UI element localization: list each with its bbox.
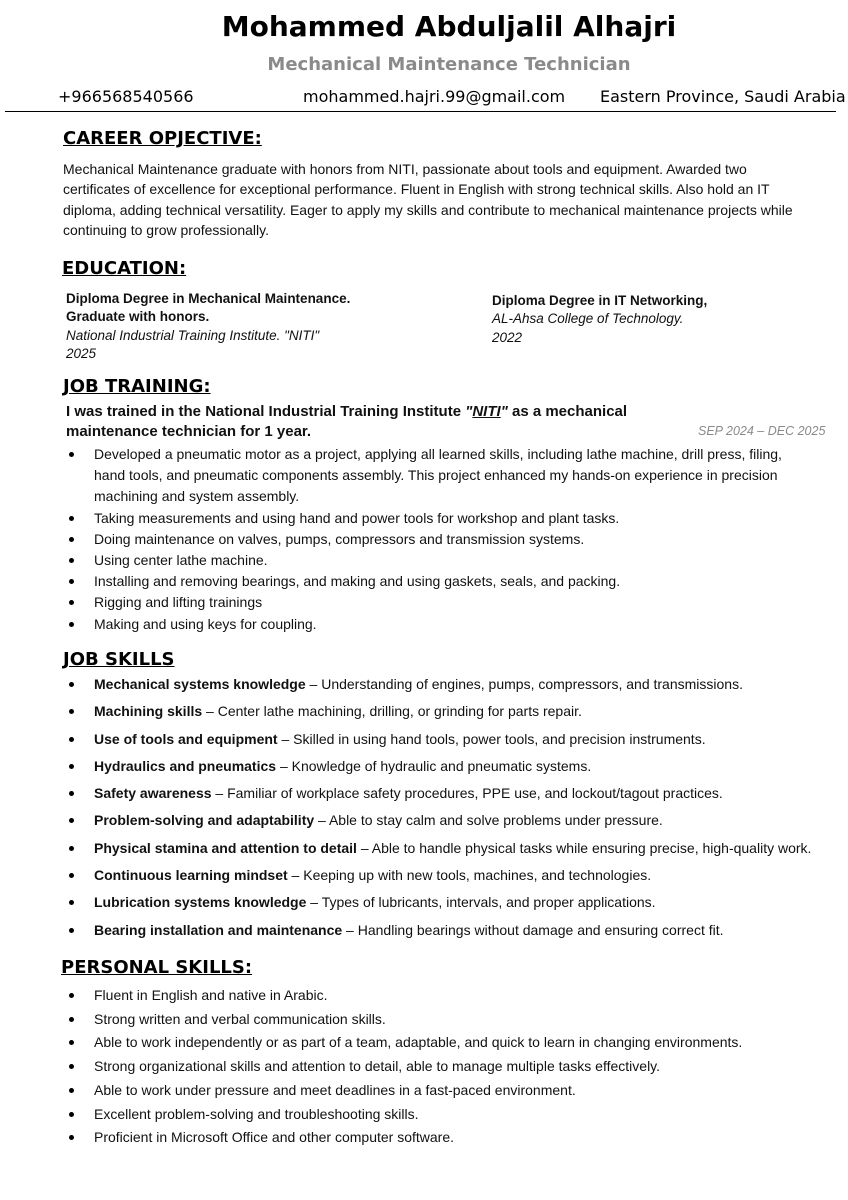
skill-description: – Keeping up with new tools, machines, and technologies. bbox=[287, 867, 652, 884]
header-divider bbox=[5, 111, 836, 112]
list-item: Able to work under pressure and meet deadlines in a fast-paced environment. bbox=[66, 1079, 826, 1103]
skill-name: Bearing installation and maintenance bbox=[94, 921, 343, 938]
skill-description: – Types of lubricants, intervals, and proper applications. bbox=[306, 894, 656, 911]
skill-description: – Center lathe machining, drilling, or grinding for parts repair. bbox=[202, 703, 582, 720]
training-title-text: I was trained in the National Industrial Training Institute bbox=[66, 403, 466, 420]
skills-list bbox=[66, 674, 826, 947]
email-address: mohammed.hajri.99@gmail.com bbox=[303, 87, 566, 106]
list-item: Using center lathe machine. bbox=[66, 550, 796, 571]
list-item bbox=[66, 701, 826, 728]
skills-heading: JOB SKILLS bbox=[63, 649, 175, 670]
personal-skills-list bbox=[66, 984, 826, 1150]
education-heading: EDUCATION: bbox=[62, 258, 187, 279]
skill-name: Safety awareness bbox=[94, 785, 212, 802]
list-item bbox=[66, 892, 826, 919]
education-honors: Graduate with honors. bbox=[66, 309, 210, 325]
training-list bbox=[66, 444, 796, 635]
list-item bbox=[66, 756, 826, 783]
training-title-quote: " bbox=[500, 403, 508, 420]
skill-name: Physical stamina and attention to detail bbox=[94, 839, 357, 856]
job-title: Mechanical Maintenance Technician bbox=[267, 54, 631, 75]
list-item: Excellent problem-solving and troubleshooting skills. bbox=[66, 1103, 826, 1127]
education-school: National Industrial Training Institute. "NITI" bbox=[66, 327, 320, 343]
list-item bbox=[66, 783, 826, 810]
objective-heading: CAREER OPJECTIVE: bbox=[63, 128, 262, 149]
list-item: Doing maintenance on valves, pumps, compressors and transmission systems. bbox=[66, 529, 796, 550]
skill-name: Machining skills bbox=[94, 703, 203, 720]
list-item: Strong written and verbal communication skills. bbox=[66, 1008, 826, 1032]
list-item: Able to work independently or as part of a team, adaptable, and quick to learn in changing environments. bbox=[66, 1031, 826, 1055]
education-year: 2022 bbox=[492, 329, 523, 345]
education-item-mechanical bbox=[66, 290, 466, 363]
objective-text: Mechanical Maintenance graduate with honors from NITI, passionate about tools and equipment. Awarded two certificates of excellence for exceptional performance. Fluent in English with strong technical skills. Also hold an IT diploma, adding technical versatility. Eager to apply my skills and contribute to mechanical maintenance projects while continuing to grow professionally. bbox=[63, 161, 793, 238]
phone-number: +966568540566 bbox=[58, 87, 194, 106]
education-degree: Diploma Degree in IT Networking, bbox=[492, 293, 708, 308]
training-title-text: as a mechanical maintenance technician for 1 year. bbox=[66, 403, 628, 440]
skill-description: – Able to stay calm and solve problems under pressure. bbox=[314, 812, 663, 829]
education-school: AL-Ahsa College of Technology. bbox=[492, 311, 684, 327]
location: Eastern Province, Saudi Arabia bbox=[600, 87, 846, 106]
list-item: Strong organizational skills and attention to detail, able to manage multiple tasks effectively. bbox=[66, 1055, 826, 1079]
list-item: Developed a pneumatic motor as a project, applying all learned skills, including lathe machine, drill press, filing, hand tools, and pneumatic components assembly. This project enhanced my hands-on experience in precision machining and system assembly. bbox=[66, 444, 796, 508]
education-item-it bbox=[492, 292, 822, 347]
skill-name: Use of tools and equipment bbox=[94, 730, 278, 747]
skill-name: Lubrication systems knowledge bbox=[94, 894, 307, 911]
list-item: Taking measurements and using hand and power tools for workshop and plant tasks. bbox=[66, 508, 796, 529]
list-item bbox=[66, 838, 826, 865]
skill-name: Mechanical systems knowledge bbox=[94, 676, 306, 692]
training-title bbox=[66, 402, 666, 442]
list-item bbox=[66, 920, 826, 947]
training-dates: SEP 2024 – DEC 2025 bbox=[698, 424, 826, 438]
personal-heading: PERSONAL SKILLS: bbox=[61, 957, 253, 978]
skill-description: – Understanding of engines, pumps, compressors, and transmissions. bbox=[305, 676, 743, 692]
candidate-name: Mohammed Abduljalil Alhajri bbox=[221, 10, 677, 43]
list-item: Rigging and lifting trainings bbox=[66, 592, 796, 613]
list-item bbox=[66, 810, 826, 837]
skill-description: – Knowledge of hydraulic and pneumatic systems. bbox=[276, 757, 592, 774]
list-item bbox=[66, 865, 826, 892]
list-item: Proficient in Microsoft Office and other computer software. bbox=[66, 1126, 826, 1150]
skill-name: Hydraulics and pneumatics bbox=[94, 757, 277, 774]
education-year: 2025 bbox=[66, 345, 97, 361]
education-degree: Diploma Degree in Mechanical Maintenance. bbox=[66, 291, 351, 306]
skill-description: – Familiar of workplace safety procedures, PPE use, and lockout/tagout practices. bbox=[211, 785, 723, 802]
skill-name: Problem-solving and adaptability bbox=[94, 812, 315, 829]
list-item bbox=[66, 674, 826, 701]
skill-description: – Skilled in using hand tools, power tools, and precision instruments. bbox=[277, 730, 706, 747]
niti-abbreviation: NITI bbox=[472, 403, 501, 420]
training-title-quote: " bbox=[465, 403, 473, 420]
list-item: Fluent in English and native in Arabic. bbox=[66, 984, 826, 1008]
skill-description: – Able to handle physical tasks while ensuring precise, high-quality work. bbox=[356, 839, 812, 856]
skill-description: – Handling bearings without damage and ensuring correct fit. bbox=[342, 921, 724, 938]
list-item: Installing and removing bearings, and making and using gaskets, seals, and packing. bbox=[66, 571, 796, 592]
list-item bbox=[66, 729, 826, 756]
list-item: Making and using keys for coupling. bbox=[66, 614, 796, 635]
skill-name: Continuous learning mindset bbox=[94, 867, 288, 884]
training-heading: JOB TRAINING: bbox=[63, 376, 211, 397]
